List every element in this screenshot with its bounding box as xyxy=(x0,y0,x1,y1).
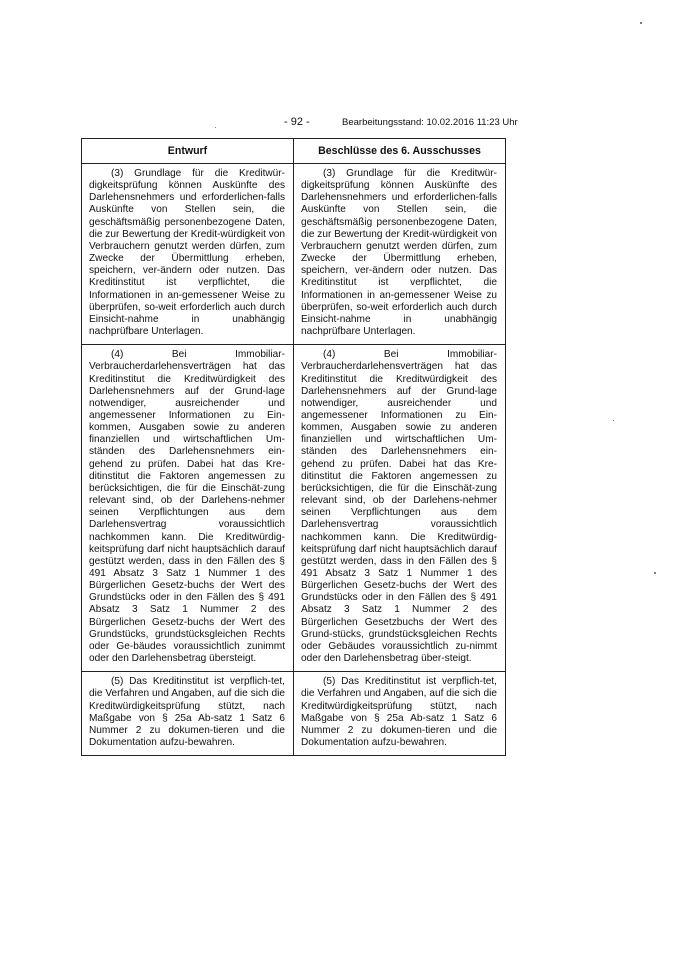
scan-speck xyxy=(613,420,614,421)
column-header-draft: Entwurf xyxy=(82,139,294,164)
page-header xyxy=(0,116,700,132)
scan-speck xyxy=(640,22,642,24)
revision-status: Bearbeitungsstand: 10.02.2016 11:23 Uhr xyxy=(342,117,518,128)
scan-speck xyxy=(654,572,656,574)
table-cell-committee xyxy=(294,345,506,672)
paragraph-text: (4) Bei Immobiliar-Verbraucherdarlehensverträgen hat das Kreditinstitut die Kreditwürdigkeit des Darlehensnehmers auf der Grund-lage notwendiger, ausreichender und angemessener Informationen zu Ein-kommen, Ausgaben sowie zu anderen finanziellen und wirtschaftlichen Um-ständen des Darlehensnehmers ein-gehend zu prüfen. Dabei hat das Kre-ditinstitut die Faktoren angemessen zu berücksichtigen, die für die Einschät-zung relevant sind, ob der Darlehens-nehmer seinen Verpflichtungen aus dem Darlehensvertrag voraussichtlich nachkommen kann. Die Kreditwürdig-keitsprüfung darf nicht hauptsächlich darauf gestützt werden, dass in den Fällen des § 491 Absatz 3 Satz 1 Nummer 1 des Bürgerlichen Gesetz-buchs der Wert des Grundstücks oder in den Fällen des § 491 Absatz 3 Satz 1 Nummer 2 des Bürgerlichen Gesetzbuchs der Wert des Grund-stücks, grundstücksgleichen Rechts oder Gebäudes voraussichtlich zu-nimmt oder den Darlehensbetrag über-steigt. xyxy=(301,349,497,665)
table-cell-draft xyxy=(82,164,294,345)
paragraph-text: (3) Grundlage für die Kreditwür-digkeitsprüfung können Auskünfte des Darlehensnehmers und erforderlichen-falls Auskünfte von Stellen sein, die geschäftsmäßig personenbezogene Daten, die zur Bewertung der Kredit-würdigkeit von Verbrauchern genutzt werden dürfen, zum Zwecke der Übermittlung erheben, speichern, ver-ändern oder nutzen. Das Kreditinstitut ist verpflichtet, die Informationen in an-gemessener Weise zu überprüfen, so-weit erforderlich auch durch Einsicht-nahme in unabhängig nachprüfbare Unterlagen. xyxy=(301,168,497,338)
table-cell-draft xyxy=(82,345,294,672)
table-header-row xyxy=(82,139,506,164)
scan-speck xyxy=(215,127,216,128)
table-row xyxy=(82,164,506,345)
page-number: - 92 - xyxy=(284,116,310,128)
paragraph-text: (5) Das Kreditinstitut ist verpflich-tet, die Verfahren und Angaben, auf die sich die Kreditwürdigkeitsprüfung stützt, nach Maßgabe von § 25a Ab-satz 1 Satz 6 Nummer 2 zu dokumen-tieren und die Dokumentation aufzu-bewahren. xyxy=(89,676,285,749)
column-header-committee: Beschlüsse des 6. Ausschusses xyxy=(294,139,506,164)
table-cell-committee xyxy=(294,164,506,345)
table-row xyxy=(82,672,506,756)
paragraph-text: (3) Grundlage für die Kreditwür-digkeitsprüfung können Auskünfte des Darlehensnehmers und erforderlichen-falls Auskünfte von Stellen sein, die geschäftsmäßig personenbezogene Daten, die zur Bewertung der Kredit-würdigkeit von Verbrauchern genutzt werden dürfen, zum Zwecke der Übermittlung erheben, speichern, ver-ändern oder nutzen. Das Kreditinstitut ist verpflichtet, die Informationen in an-gemessener Weise zu überprüfen, so-weit erforderlich auch durch Einsicht-nahme in unabhängig nachprüfbare Unterlagen. xyxy=(89,168,285,338)
table-cell-draft xyxy=(82,672,294,756)
table-cell-committee xyxy=(294,672,506,756)
paragraph-text: (5) Das Kreditinstitut ist verpflich-tet, die Verfahren und Angaben, auf die sich die Kreditwürdigkeitsprüfung stützt, nach Maßgabe von § 25a Ab-satz 1 Satz 6 Nummer 2 zu dokumen-tieren und die Dokumentation aufzu-bewahren. xyxy=(301,676,497,749)
table-row xyxy=(82,345,506,672)
synopsis-table xyxy=(81,138,506,756)
paragraph-text: (4) Bei Immobiliar-Verbraucherdarlehensverträgen hat das Kreditinstitut die Kreditwürdigkeit des Darlehensnehmers auf der Grund-lage notwendiger, ausreichender und angemessener Informationen zu Ein-kommen, Ausgaben sowie zu anderen finanziellen und wirtschaftlichen Um-ständen des Darlehensnehmers ein-gehend zu prüfen. Dabei hat das Kre-ditinstitut die Faktoren angemessen zu berücksichtigen, die für die Einschät-zung relevant sind, ob der Darlehens-nehmer seinen Verpflichtungen aus dem Darlehensvertrag voraussichtlich nachkommen kann. Die Kreditwürdig-keitsprüfung darf nicht hauptsächlich darauf gestützt werden, dass in den Fällen des § 491 Absatz 3 Satz 1 Nummer 1 des Bürgerlichen Gesetz-buchs der Wert des Grundstücks oder in den Fällen des § 491 Absatz 3 Satz 1 Nummer 2 des Bürgerlichen Gesetz-buchs der Wert des Grundstücks, grundstücksgleichen Rechts oder Ge-bäudes voraussichtlich zunimmt oder den Darlehensbetrag übersteigt. xyxy=(89,349,285,665)
